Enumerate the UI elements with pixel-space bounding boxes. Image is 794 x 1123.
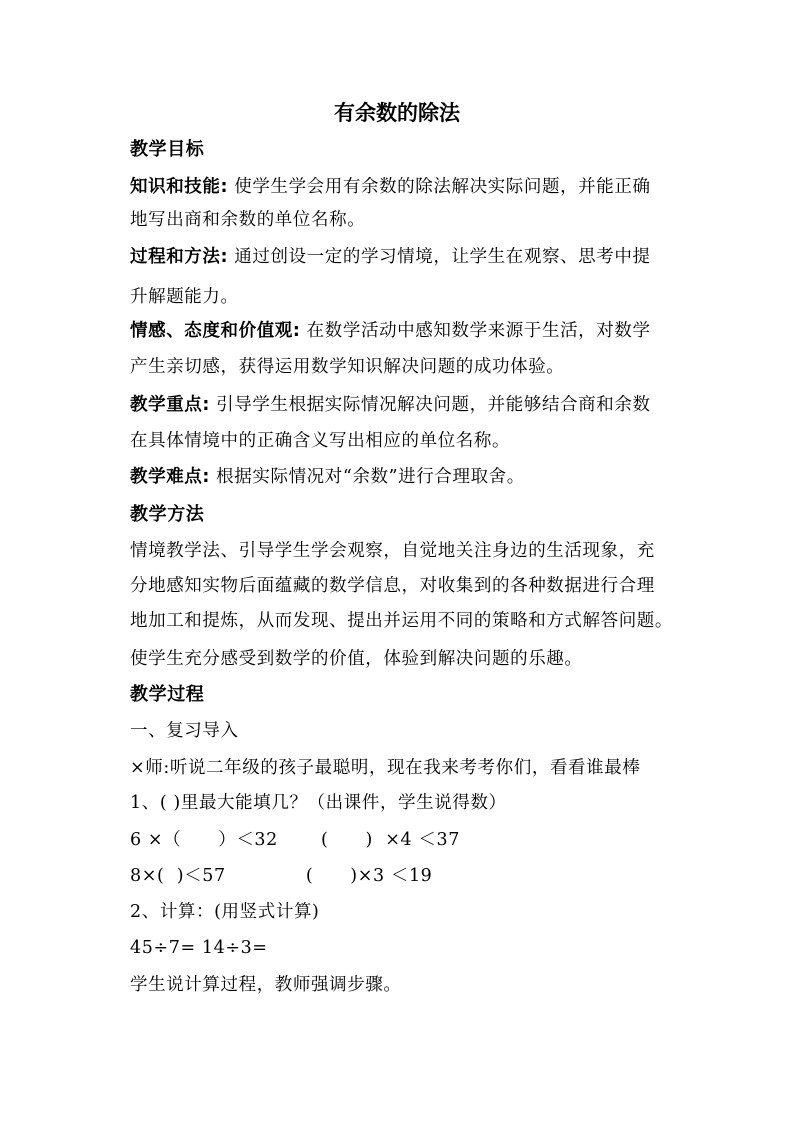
exercise-row-2: 8×( )＜57 ( )×3 ＜19 — [130, 866, 433, 886]
methods-line1: 情境教学法、引导学生学会观察，自觉地关注身边的生活现象，充 — [130, 541, 655, 561]
heading-teaching-methods: 教学方法 — [130, 504, 205, 525]
calculation-problems: 45÷7= 14÷3= — [130, 938, 268, 958]
methods-line3: 地加工和提炼，从而发现、提出并运用不同的策略和方式解答问题。 — [130, 611, 673, 631]
heading-teaching-process: 教学过程 — [130, 684, 205, 705]
emotion-values-line2: 产生亲切感，获得运用数学知识解决问题的成功体验。 — [130, 357, 565, 377]
emotion-values-label: 情感、态度和价值观: — [130, 321, 301, 341]
process-methods-text: 通过创设一定的学习情境，让学生在观察、思考中提 — [234, 247, 651, 267]
teaching-difficulty-label: 教学难点: — [130, 467, 210, 487]
teaching-difficulty-line — [130, 462, 670, 492]
knowledge-skills-line2: 地写出商和余数的单位名称。 — [130, 210, 366, 230]
teaching-focus-line1 — [130, 390, 670, 420]
emotion-values-text: 在数学活动中感知数学来源于生活，对数学 — [306, 321, 651, 341]
teaching-focus-label: 教学重点: — [130, 395, 210, 415]
knowledge-skills-label: 知识和技能: — [130, 177, 229, 197]
teacher-dialogue: ×师:听说二年级的孩子最聪明，现在我来考考你们，看看谁最棒 — [130, 758, 641, 778]
methods-line2: 分地感知实物后面蕴藏的数学信息，对收集到的各种数据进行合理 — [130, 576, 655, 596]
knowledge-skills-text: 使学生学会用有余数的除法解决实际问题，并能正确 — [234, 177, 651, 197]
process-methods-label: 过程和方法: — [130, 247, 229, 267]
heading-teaching-goals: 教学目标 — [130, 139, 205, 160]
process-note: 学生说计算过程，教师强调步骤。 — [130, 975, 402, 995]
teaching-focus-text: 引导学生根据实际情况解决问题，并能够结合商和余数 — [216, 395, 651, 415]
process-methods-line2: 升解题能力。 — [130, 287, 239, 307]
process-methods-line1 — [130, 242, 670, 272]
question-2: 2、计算：(用竖式计算) — [130, 902, 320, 922]
teaching-focus-line2: 在具体情境中的正确含义写出相应的单位名称。 — [130, 431, 511, 451]
exercise-row-1: 6 ×（ ）＜32 ( ) ×4 ＜37 — [130, 830, 460, 850]
teaching-difficulty-text: 根据实际情况对“余数”进行合理取舍。 — [216, 467, 525, 487]
methods-line4: 使学生充分感受到数学的价值，体验到解决问题的乐趣。 — [130, 649, 583, 669]
question-1: 1、( )里最大能填几？（出课件，学生说得数） — [130, 793, 507, 813]
document-title: 有余数的除法 — [334, 101, 460, 125]
step-review-intro: 一、复习导入 — [130, 721, 239, 741]
emotion-values-line1 — [130, 316, 670, 346]
knowledge-skills-line1 — [130, 172, 670, 202]
